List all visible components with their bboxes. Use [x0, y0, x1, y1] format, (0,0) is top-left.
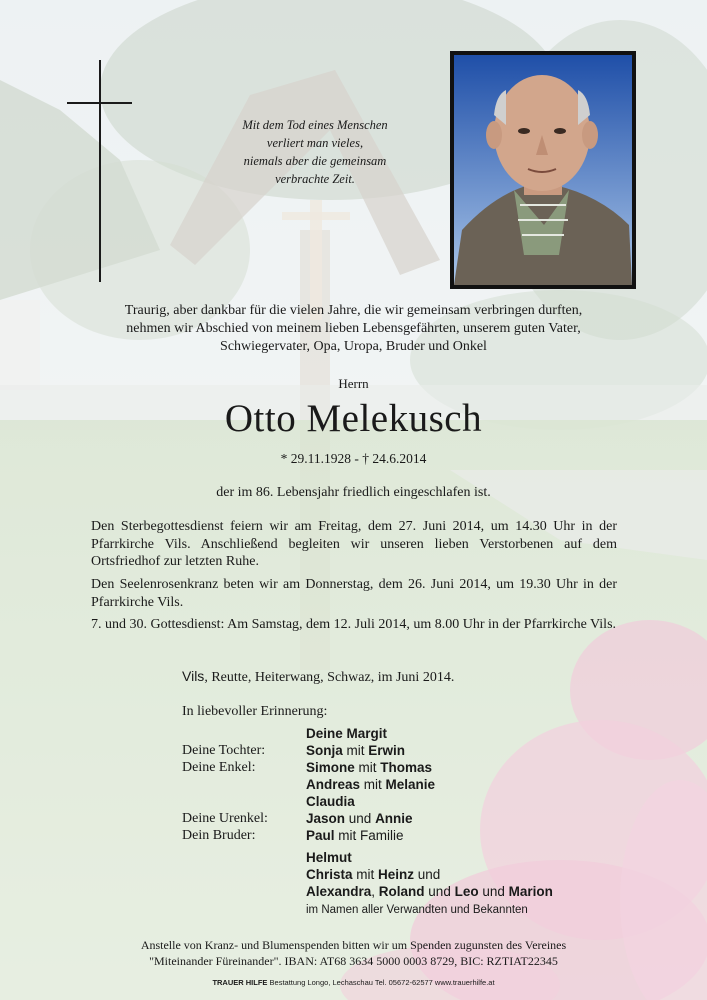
quote-line: verliert man vieles, — [266, 136, 364, 150]
life-dates: * 29.11.1928 - † 24.6.2014 — [280, 451, 427, 466]
grandchildren-label: Deine Enkel: — [182, 760, 256, 775]
quote-line: niemals aber die gemeinsam — [243, 154, 387, 168]
footer-credit — [0, 978, 707, 987]
intro-line: Schwiegervater, Opa, Uropa, Bruder und Onkel — [220, 339, 487, 354]
cross-horizontal — [67, 102, 132, 104]
memorial-mass-text: 7. und 30. Gottesdienst: Am Samstag, dem 12. Juli 2014, um 8.00 Uhr in der Pfarrkirche Vils. — [91, 617, 617, 632]
other-relative-line: Alexandra, Roland und Leo und Marion — [306, 884, 553, 899]
daughter-names: Sonja mit Erwin — [306, 743, 406, 758]
place-first: Vils — [182, 668, 205, 684]
intro-line: Traurig, aber dankbar für die vielen Jahre, die wir gemeinsam verbringen durften, — [124, 303, 583, 318]
deceased-name: Otto Melekusch — [224, 397, 483, 440]
relatives-note: im Namen aller Verwandten und Bekannten — [306, 904, 528, 916]
footer-brand: TRAUER HILFE — [212, 978, 268, 987]
intro-text — [0, 302, 707, 356]
quote — [215, 116, 415, 188]
grandchild-line: Claudia — [306, 794, 355, 809]
other-relative-line: Christa mit Heinz und — [306, 867, 441, 882]
donation-note — [0, 937, 707, 969]
partner-name: Deine Margit — [306, 726, 388, 741]
footer-text: Bestattung Longo, Lechaschau Tel. 05672-62577 www.trauerhilfe.at — [267, 978, 495, 987]
brother-name: Paul mit Familie — [306, 828, 404, 843]
portrait-photo — [454, 55, 632, 285]
rosary-text: Den Seelenrosenkranz beten wir am Donnerstag, dem 26. Juni 2014, um 19.30 Uhr in der Pfarrkirche Vils. — [91, 577, 617, 610]
place-rest: , Reutte, Heiterwang, Schwaz, im Juni 2014. — [204, 670, 455, 685]
quote-line: verbrachte Zeit. — [275, 172, 355, 186]
salutation: Herrn — [338, 376, 369, 391]
other-relative-line: Helmut — [306, 850, 352, 865]
quote-line: Mit dem Tod eines Menschen — [242, 118, 388, 132]
place-date — [182, 668, 454, 686]
passed-text: der im 86. Lebensjahr friedlich eingeschlafen ist. — [216, 485, 491, 500]
funeral-service-text: Den Sterbegottesdienst feiern wir am Freitag, dem 27. Juni 2014, um 14.30 Uhr in der Pfarrkirche Vils. Anschließend begleiten wir unseren lieben Verstorbenen auf dem Ortsfriedhof zur letzten Ruhe. — [91, 519, 617, 569]
intro-line: nehmen wir Abschied von meinem lieben Lebensgefährten, unserem guten Vater, — [126, 321, 581, 336]
greatgrandchildren-label: Deine Urenkel: — [182, 811, 268, 826]
donation-line: "Miteinander Füreinander". IBAN: AT68 3634 5000 0003 8729, BIC: RZTIAT22345 — [149, 954, 558, 968]
in-memory-label: In liebevoller Erinnerung: — [182, 704, 328, 719]
brother-label: Dein Bruder: — [182, 828, 256, 843]
greatgrandchildren-names: Jason und Annie — [306, 811, 413, 826]
grandchild-line: Simone mit Thomas — [306, 760, 433, 775]
donation-line: Anstelle von Kranz- und Blumenspenden bitten wir um Spenden zugunsten des Vereines — [140, 938, 567, 952]
grandchild-line: Andreas mit Melanie — [306, 777, 436, 792]
daughter-label: Deine Tochter: — [182, 743, 266, 758]
cross-vertical — [99, 60, 101, 282]
